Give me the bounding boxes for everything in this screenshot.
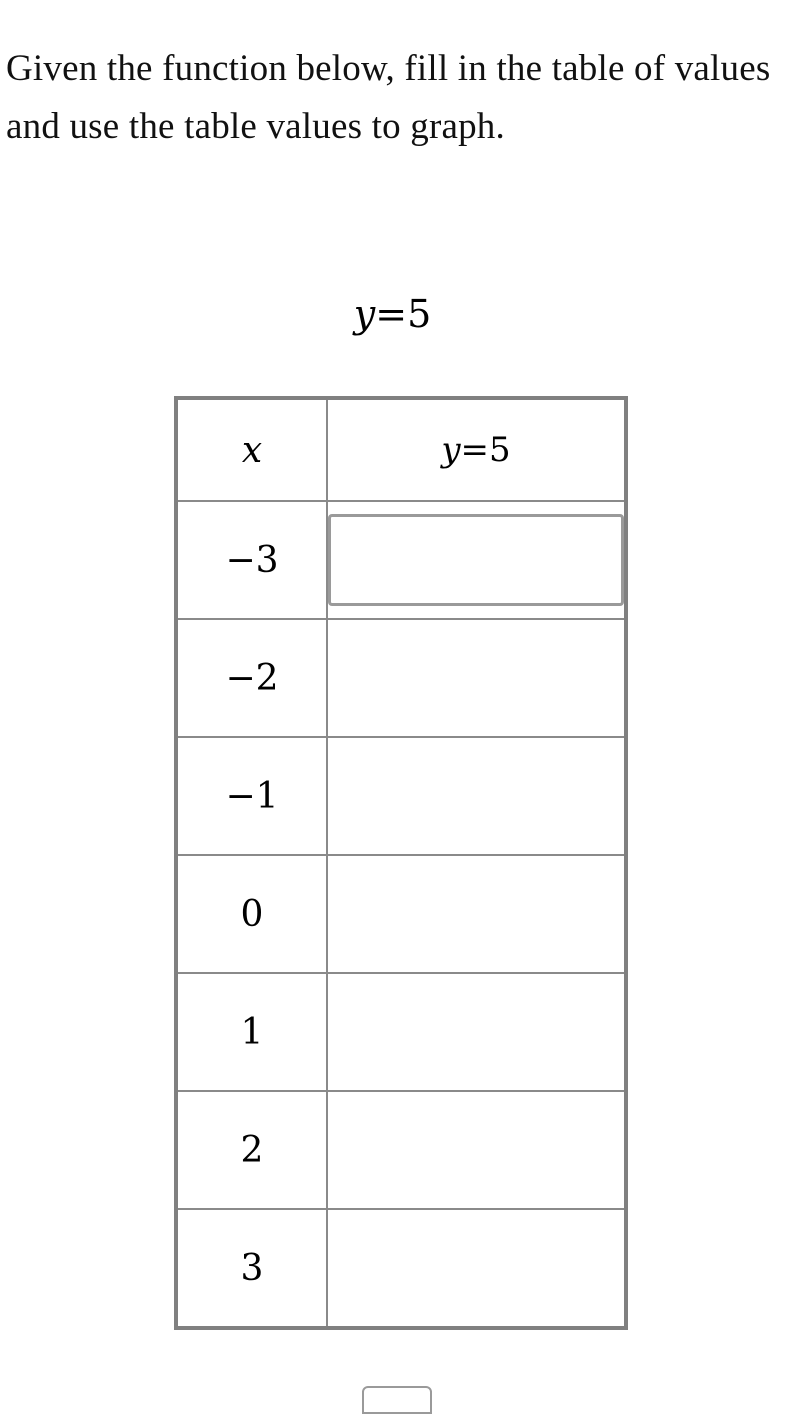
x-value-cell [176, 1091, 327, 1209]
x-value: −1 [225, 775, 279, 817]
equation-lhs: y [353, 292, 376, 336]
x-value: 3 [240, 1247, 264, 1289]
y-value-cell-active[interactable] [327, 501, 626, 619]
function-equation [0, 292, 785, 336]
equation-rhs: 5 [407, 292, 432, 336]
x-value: −3 [225, 539, 279, 581]
table-row [176, 619, 626, 737]
table-row [176, 855, 626, 973]
equation-equals-sign: = [375, 292, 408, 336]
x-value-cell [176, 501, 327, 619]
header-cell-x [176, 398, 327, 501]
problem-prompt: Given the function below, fill in the table of values and use the table values to graph. [6, 48, 771, 147]
y-value-cell[interactable] [327, 737, 626, 855]
bottom-partial-control[interactable] [362, 1386, 432, 1414]
y-value-cell[interactable] [327, 973, 626, 1091]
header-label-x: x [241, 429, 263, 471]
y-value-cell[interactable] [327, 855, 626, 973]
x-value: −2 [225, 657, 279, 699]
table-row [176, 973, 626, 1091]
header-label-y [441, 430, 510, 470]
header-y-lhs: y [441, 430, 461, 470]
x-value: 2 [240, 1129, 264, 1171]
x-value-cell [176, 973, 327, 1091]
table-row [176, 1091, 626, 1209]
x-value-cell [176, 1209, 327, 1328]
x-value: 1 [240, 1011, 264, 1053]
x-value-cell [176, 619, 327, 737]
header-y-rhs: 5 [489, 430, 511, 470]
table-row [176, 501, 626, 619]
table-of-values [174, 396, 628, 1330]
answer-input[interactable] [328, 514, 624, 606]
table-header-row [176, 398, 626, 501]
header-y-equals-sign: = [460, 430, 490, 470]
header-cell-y [327, 398, 626, 501]
y-value-cell[interactable] [327, 619, 626, 737]
table-row [176, 737, 626, 855]
x-value-cell [176, 855, 327, 973]
table-row [176, 1209, 626, 1328]
x-value: 0 [240, 893, 264, 935]
x-value-cell [176, 737, 327, 855]
values-table [174, 396, 628, 1330]
y-value-cell[interactable] [327, 1209, 626, 1328]
y-value-cell[interactable] [327, 1091, 626, 1209]
